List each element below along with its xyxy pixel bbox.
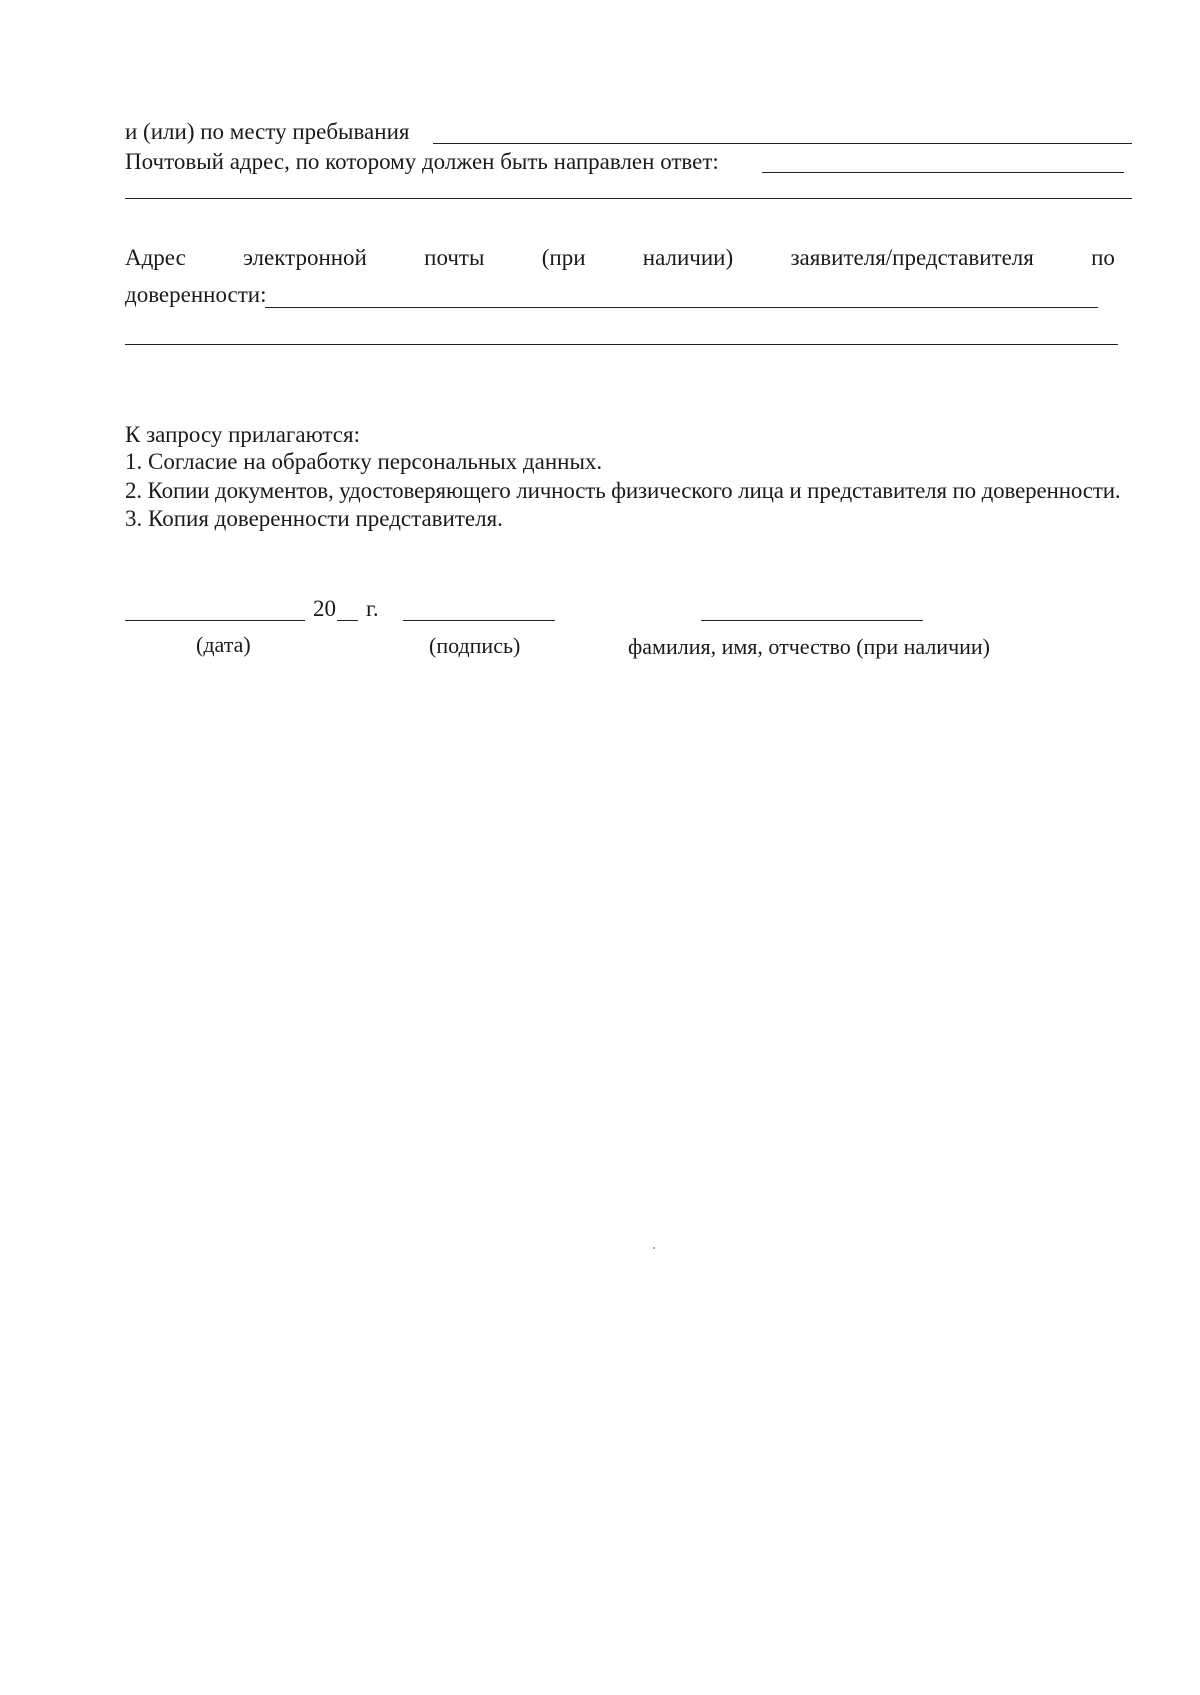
year-suffix: г. xyxy=(366,596,379,621)
signature-caption: (подпись) xyxy=(429,633,521,658)
email-label-continuation: доверенности: xyxy=(125,282,267,307)
email-field[interactable] xyxy=(265,307,1098,308)
year-prefix: 20 xyxy=(313,596,336,621)
email-label-word: наличии) xyxy=(642,245,734,270)
stay-address-field[interactable] xyxy=(433,143,1132,144)
stay-address-label: и (или) по месту пребывания xyxy=(125,119,410,144)
full-name-field[interactable] xyxy=(701,620,923,621)
email-label-word: почты xyxy=(424,245,485,270)
scan-speck xyxy=(653,1247,655,1249)
signature-field[interactable] xyxy=(403,620,555,621)
email-label-word: заявителя/представителя xyxy=(790,245,1034,270)
email-label-word: по xyxy=(1091,245,1115,270)
email-label xyxy=(125,244,1115,272)
email-label-word: электронной xyxy=(243,245,367,270)
email-label-word: (при xyxy=(541,245,586,270)
date-field[interactable] xyxy=(125,620,305,621)
attachments-heading: К запросу прилагаются: xyxy=(125,422,360,447)
full-name-caption: фамилия, имя, отчество (при наличии) xyxy=(628,634,991,659)
postal-address-field-cont[interactable] xyxy=(125,198,1132,199)
email-field-cont[interactable] xyxy=(125,344,1118,345)
attachment-item: 2. Копии документов, удостоверяющего личность физического лица и представителя по доверенности. xyxy=(125,478,1121,503)
email-label-word: Адрес xyxy=(125,245,186,270)
date-caption: (дата) xyxy=(196,632,251,657)
year-field[interactable] xyxy=(337,620,358,621)
attachment-item: 1. Согласие на обработку персональных данных. xyxy=(125,449,603,474)
postal-address-label: Почтовый адрес, по которому должен быть направлен ответ: xyxy=(125,149,719,174)
attachment-item: 3. Копия доверенности представителя. xyxy=(125,506,503,531)
postal-address-field[interactable] xyxy=(762,172,1124,173)
